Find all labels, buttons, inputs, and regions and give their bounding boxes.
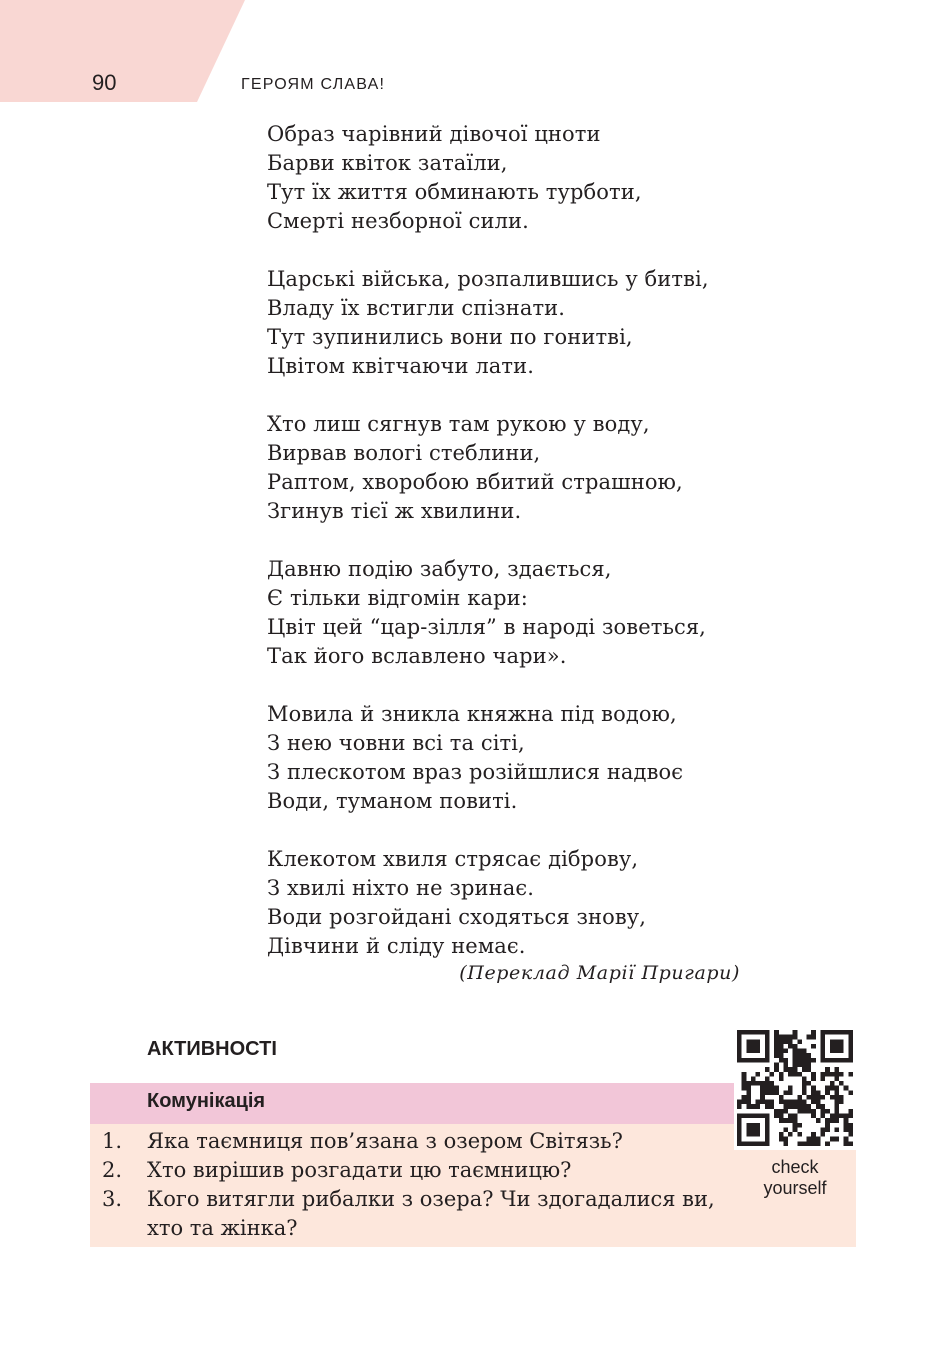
section-title: Комунікація — [147, 1090, 266, 1112]
running-head: ГЕРОЯМ СЛАВА! — [241, 76, 386, 93]
poem-line: З нею човни всі та сіті, — [267, 731, 525, 755]
question-text: Хто вирішив розгадати цю таємницю? — [147, 1158, 572, 1182]
poem-line: Води, туманом повиті. — [267, 789, 518, 813]
poem-line: Хто лиш сягнув там рукою у воду, — [267, 412, 650, 436]
poem-line: Тут їх життя обминають турботи, — [267, 180, 642, 204]
question-number: 1. — [102, 1129, 123, 1153]
stanza — [267, 700, 767, 816]
poem-line: Клекотом хвиля стрясає діброву, — [267, 847, 639, 871]
poem-line: Згинув тієї ж хвилини. — [267, 499, 522, 523]
translator-credit: (Переклад Марії Пригари) — [459, 962, 740, 984]
qr-caption — [742, 1157, 848, 1199]
header-band — [0, 0, 941, 102]
poem-line: Є тільки відгомін кари: — [267, 586, 528, 610]
question-text: Кого витягли рибалки з озера? Чи здогадалися ви, хто та жінка? — [147, 1187, 715, 1240]
question-item — [90, 1127, 730, 1156]
poem-line: Смерті незборної сили. — [267, 209, 529, 233]
poem-line: Дівчини й сліду немає. — [267, 934, 526, 958]
poem-line: Раптом, хворобою вбитий страшною, — [267, 470, 683, 494]
qr-code-icon[interactable] — [737, 1030, 853, 1146]
poem-line: Владу їх встигли спізнати. — [267, 296, 566, 320]
poem-line: З хвилі ніхто не зринає. — [267, 876, 534, 900]
poem-line: З плескотом враз розійшлися надвоє — [267, 760, 684, 784]
stanza — [267, 120, 767, 236]
stanza — [267, 410, 767, 526]
poem-line: Давню подію забуто, здається, — [267, 557, 612, 581]
question-text: Яка таємниця пов’язана з озером Світязь? — [147, 1129, 623, 1153]
poem-line: Цвітом квітчаючи лати. — [267, 354, 534, 378]
poem-line: Цвіт цей “цар-зілля” в народі зоветься, — [267, 615, 706, 639]
poem-line: Так його вславлено чари». — [267, 644, 567, 668]
stanza — [267, 845, 767, 961]
stanza — [267, 555, 767, 671]
question-item — [90, 1156, 730, 1185]
qr-caption-line: check — [771, 1157, 819, 1177]
poem-line: Вирвав вологі стеблини, — [267, 441, 541, 465]
question-item — [90, 1185, 730, 1243]
poem-line: Води розгойдані сходяться знову, — [267, 905, 647, 929]
poem — [267, 120, 767, 990]
stanza — [267, 265, 767, 381]
poem-line: Барви квіток затаїли, — [267, 151, 508, 175]
poem-line: Царські війська, розпалившись у битві, — [267, 267, 709, 291]
poem-line: Тут зупинились вони по гонитві, — [267, 325, 633, 349]
poem-line: Мовила й зникла княжна під водою, — [267, 702, 677, 726]
question-number: 3. — [102, 1187, 123, 1211]
poem-line: Образ чарівний дівочої цноти — [267, 122, 601, 146]
question-list — [90, 1127, 730, 1243]
qr-caption-line: yourself — [763, 1178, 827, 1198]
question-number: 2. — [102, 1158, 123, 1182]
page-number: 90 — [92, 70, 117, 95]
activities-title: АКТИВНОСТІ — [147, 1038, 277, 1060]
